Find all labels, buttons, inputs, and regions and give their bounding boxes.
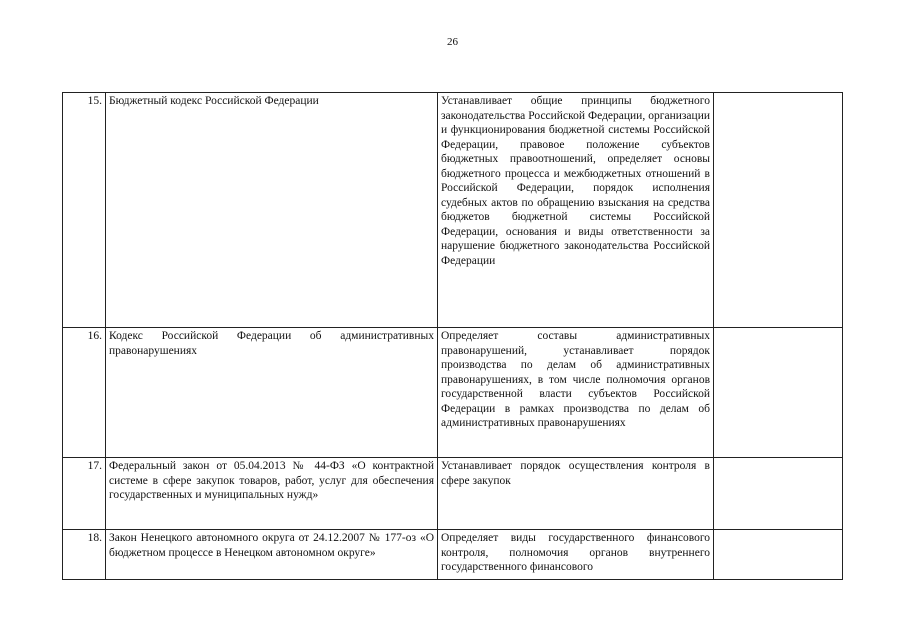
table-row	[63, 458, 843, 530]
empty-cell	[714, 458, 843, 530]
act-description: Устанавливает общие принципы бюджетного законодательства Российской Федерации, организации и функционирования бюджетной системы Российской Федерации, правовое положение субъектов бюджетных правоотношений, определяет основы бюджетного процесса и межбюджетных отношений в Российской Федерации, порядок исполнения судебных актов по обращению взыскания на средства бюджетов бюджетной системы Российской Федерации, основания и виды ответственности за нарушение бюджетного законодательства Российской Федерации	[438, 93, 714, 328]
act-description: Определяет составы административных правонарушений, устанавливает порядок производства по делам об административных правонарушениях, в том числе полномочия органов государственной власти субъектов Российской Федерации в рамках производства по делам об административных правонарушениях	[438, 328, 714, 458]
row-number: 18.	[63, 530, 106, 580]
act-name: Закон Ненецкого автономного округа от 24.12.2007 № 177-оз «О бюджетном процессе в Ненецком автономном округе»	[106, 530, 438, 580]
legal-acts-table	[62, 92, 843, 580]
page-number: 26	[447, 36, 458, 48]
table-row	[63, 530, 843, 580]
row-number: 16.	[63, 328, 106, 458]
empty-cell	[714, 328, 843, 458]
act-name: Федеральный закон от 05.04.2013 № 44-ФЗ «О контрактной системе в сфере закупок товаров, работ, услуг для обеспечения государственных и муниципальных нужд»	[106, 458, 438, 530]
act-name: Кодекс Российской Федерации об административных правонарушениях	[106, 328, 438, 458]
table-row	[63, 328, 843, 458]
act-description: Устанавливает порядок осуществления контроля в сфере закупок	[438, 458, 714, 530]
table-row	[63, 93, 843, 328]
act-name: Бюджетный кодекс Российской Федерации	[106, 93, 438, 328]
act-description: Определяет виды государственного финансового контроля, полномочия органов внутреннего государственного финансового	[438, 530, 714, 580]
empty-cell	[714, 530, 843, 580]
empty-cell	[714, 93, 843, 328]
row-number: 15.	[63, 93, 106, 328]
row-number: 17.	[63, 458, 106, 530]
